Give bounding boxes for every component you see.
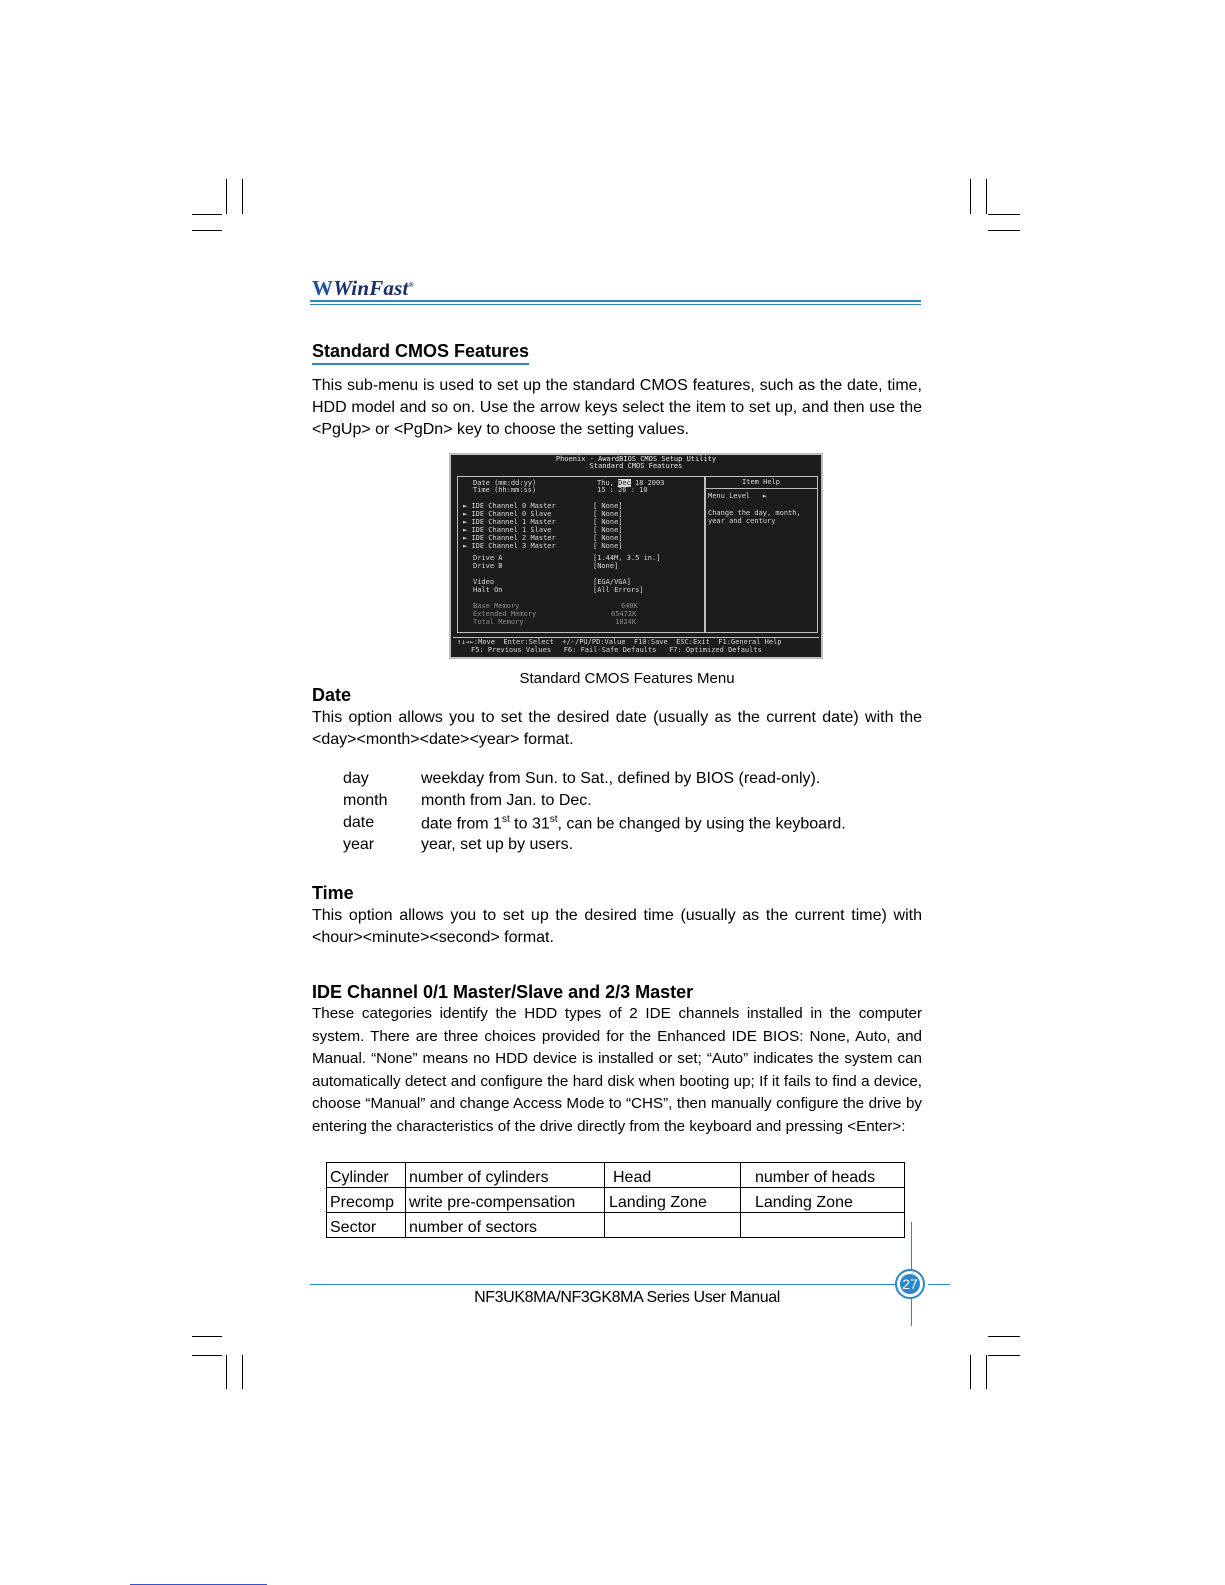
bios-ide-value: [ None] <box>593 542 623 550</box>
bios-help-line: Change the day, month, <box>708 509 801 517</box>
bios-video-value[interactable]: [EGA/VGA] <box>593 578 631 586</box>
table-cell: write pre-compensation <box>406 1188 605 1213</box>
bios-drive-b-value[interactable]: [None] <box>593 562 619 570</box>
bios-footer-line: ↑↓→←:Move Enter:Select +/-/PU/PD:Value F10:Save ESC:Exit F1:General Help <box>457 638 782 646</box>
field-desc: weekday from Sun. to Sat., defined by BIOS (read-only). <box>421 770 821 787</box>
bios-base-memory-label: Base Memory <box>473 602 520 610</box>
crop-mark <box>242 179 243 214</box>
bios-drive-a-label: Drive A <box>473 554 503 562</box>
bios-total-memory-label: Total Memory <box>473 618 524 626</box>
bios-video-label: Video <box>473 578 495 586</box>
bios-ext-memory-label: Extended Memory <box>473 610 537 618</box>
crop-mark <box>192 1336 222 1337</box>
table-cell: Precomp <box>327 1188 406 1213</box>
bios-help-line: year and century <box>708 517 776 525</box>
manual-title: NF3UK8MA/NF3GK8MA Series User Manual <box>474 1289 780 1306</box>
crop-mark <box>970 1355 971 1389</box>
bios-subtitle: Standard CMOS Features <box>589 462 683 470</box>
header-rule <box>310 300 921 302</box>
field-term: month <box>343 792 388 809</box>
table-cell: Landing Zone <box>741 1188 905 1213</box>
bios-base-memory-value: 640K <box>621 602 638 610</box>
bios-date-label: Date (mm:dd:yy) <box>473 479 537 487</box>
footer-rule <box>928 1284 950 1285</box>
crop-mark <box>988 230 1020 231</box>
bios-halt-value[interactable]: [All Errors] <box>593 586 644 594</box>
footer-rule <box>310 1284 896 1285</box>
date-paragraph: This option allows you to set the desired date (usually as the current date) with the <day><month><date><year> format. <box>312 709 922 748</box>
crop-mark <box>988 214 1020 215</box>
list-item <box>343 836 846 858</box>
crop-mark <box>192 230 222 231</box>
table-cell <box>605 1213 741 1238</box>
field-term: day <box>343 770 369 787</box>
date-fields-list <box>343 770 846 858</box>
table-cell: number of heads <box>741 1163 905 1188</box>
bios-time-label: Time (hh:mm:ss) <box>473 486 537 494</box>
bios-screenshot <box>449 453 823 659</box>
crop-mark <box>970 179 971 214</box>
list-item <box>343 792 846 814</box>
ide-heading: IDE Channel 0/1 Master/Slave and 2/3 Master <box>312 982 694 1002</box>
bios-ide-value: [ None] <box>593 526 623 534</box>
bios-drive-b-label: Drive B <box>473 562 503 570</box>
field-desc: date from 1st to 31st, can be changed by using the keyboard. <box>421 814 846 833</box>
list-item <box>343 814 846 836</box>
table-cell: Head <box>605 1163 741 1188</box>
crop-mark <box>192 1355 222 1356</box>
time-paragraph: This option allows you to set up the desired time (usually as the current time) with <hour><minute><second> format. <box>312 907 922 946</box>
bios-ide-value: [ None] <box>593 518 623 526</box>
bios-footer-line: F5: Previous Values F6: Fail-Safe Defaults F7: Optimized Defaults <box>471 646 762 654</box>
crop-mark <box>192 214 222 215</box>
header-rule <box>310 304 921 305</box>
table-cell: number of cylinders <box>406 1163 605 1188</box>
crop-mark <box>988 1355 1020 1356</box>
bios-ide-item[interactable]: ► IDE Channel 1 Master <box>463 518 556 526</box>
bios-title: Phoenix - AwardBIOS CMOS Setup Utility <box>555 455 717 463</box>
bios-ide-value: [ None] <box>593 510 623 518</box>
table-row <box>327 1188 905 1213</box>
bios-ide-item[interactable]: ► IDE Channel 1 Slave <box>463 526 552 534</box>
bios-ide-value: [ None] <box>593 502 623 510</box>
table-cell <box>741 1213 905 1238</box>
bios-help-title: Item Help <box>705 477 817 489</box>
bios-menu-level: Menu Level ► <box>708 492 768 500</box>
bios-drive-a-value[interactable]: [1.44M, 3.5 in.] <box>593 554 661 562</box>
table-cell: Landing Zone <box>605 1188 741 1213</box>
crop-mark <box>986 179 987 214</box>
crop-mark <box>986 1355 987 1389</box>
time-heading: Time <box>312 883 354 903</box>
section-title: Standard CMOS Features <box>312 341 529 365</box>
bios-date-value[interactable]: Thu, Dec 18 2003 <box>597 479 665 487</box>
bios-ext-memory-value: 65472K <box>611 610 637 618</box>
table-row <box>327 1213 905 1238</box>
table-row <box>327 1163 905 1188</box>
bios-ide-item[interactable]: ► IDE Channel 0 Master <box>463 502 556 510</box>
ide-paragraph: These categories identify the HDD types of 2 IDE channels installed in the computer system. There are three choices provided for the Enhanced IDE BIOS: None, Auto, and Manual. “None” means no HDD device is installed or set; “Auto” indicates the system can automatically detect and configure the hard disk when booting up; If it fails to find a device, choose “Manual” and change Access Mode to “CHS”, then manually configure the drive by entering the characteristics of the drive directly from the keyboard and pressing <Enter>: <box>312 1005 922 1135</box>
page-number: 27 <box>900 1274 920 1294</box>
table-cell: Sector <box>327 1213 406 1238</box>
field-term: year <box>343 836 375 853</box>
field-term: date <box>343 814 375 831</box>
crop-mark <box>242 1355 243 1389</box>
field-desc: month from Jan. to Dec. <box>421 792 592 809</box>
winfast-logo: WWinFast® <box>312 276 414 300</box>
list-item <box>343 770 846 792</box>
bios-total-memory-value: 1024K <box>615 618 637 626</box>
table-cell: number of sectors <box>406 1213 605 1238</box>
bios-ide-item[interactable]: ► IDE Channel 0 Slave <box>463 510 552 518</box>
bios-ide-item[interactable]: ► IDE Channel 3 Master <box>463 542 556 550</box>
crop-mark <box>226 1355 227 1389</box>
table-cell: Cylinder <box>327 1163 406 1188</box>
figure-caption: Standard CMOS Features Menu <box>519 670 735 687</box>
bios-halt-label: Halt On <box>473 586 503 594</box>
date-heading: Date <box>312 685 352 705</box>
bios-ide-value: [ None] <box>593 534 623 542</box>
bios-time-value[interactable]: 15 : 26 : 10 <box>597 486 648 494</box>
bios-ide-item[interactable]: ► IDE Channel 2 Master <box>463 534 556 542</box>
crop-mark <box>988 1336 1020 1337</box>
chs-parameters-table <box>326 1162 905 1238</box>
field-desc: year, set up by users. <box>421 836 574 853</box>
intro-paragraph: This sub-menu is used to set up the standard CMOS features, such as the date, time, HDD model and so on. Use the arrow keys select the item to set up, and then use the <PgUp> or <PgDn> key to choose the setting values. <box>312 377 922 438</box>
crop-mark <box>226 179 227 214</box>
